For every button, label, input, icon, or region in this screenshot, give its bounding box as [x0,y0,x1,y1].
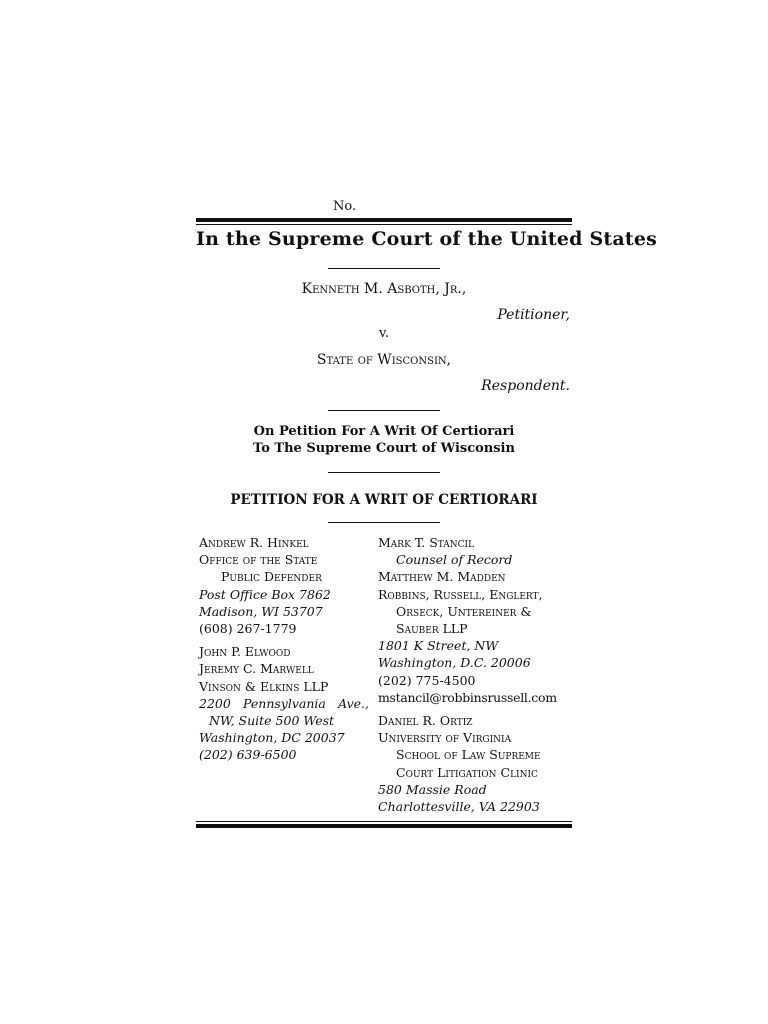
attorney-name: Jeremy C. Marwell [199,661,314,677]
firm-name: Robbins, Russell, Englert, [378,586,543,602]
petitioner-name: Kenneth M. Asboth, Jr., [301,281,467,297]
versus: v. [379,326,389,341]
email-address: mstancil@robbinsrussell.com [378,689,557,705]
divider [328,268,440,269]
docket-number-label: No. [333,199,357,214]
firm-name: Vinson & Elkins LLP [199,678,329,694]
divider [328,410,440,411]
address-line: Washington, DC 20037 [199,730,345,746]
address-line: Washington, D.C. 20006 [378,655,531,671]
divider [328,522,440,523]
address-line: 580 Massie Road [378,781,487,797]
attorney-name: Daniel R. Ortiz [378,713,473,729]
counsel-right-column [378,534,572,815]
address-line: 2200 Pennsylvania Ave., [199,695,369,711]
petition-line-1: On Petition For A Writ Of Certiorari [253,424,515,439]
address-line: NW, Suite 500 West [209,713,335,729]
document-title: PETITION FOR A WRIT OF CERTIORARI [230,492,538,508]
petitioner-role: Petitioner, [497,307,570,323]
petition-line-2: To The Supreme Court of Wisconsin [253,441,515,456]
address-line: Charlottesville, VA 22903 [378,799,540,815]
phone-number: (608) 267-1779 [199,621,297,637]
attorney-name: Matthew M. Madden [378,569,506,585]
office-name: Public Defender [221,569,322,585]
address-line: Madison, WI 53707 [199,603,323,619]
cover-page [196,0,658,1024]
institution-name: University of Virginia [378,730,512,746]
institution-name: Court Litigation Clinic [396,764,538,780]
respondent-role: Respondent. [481,378,570,394]
attorney-name: Mark T. Stancil [378,535,475,550]
phone-number: (202) 639-6500 [199,747,297,763]
divider [328,472,440,473]
attorney-name: John P. Elwood [199,644,291,660]
firm-name: Orseck, Untereiner & [396,603,532,619]
top-double-rule [196,218,572,225]
institution-name: School of Law Supreme [396,747,541,763]
address-line: Post Office Box 7862 [199,586,331,602]
respondent-name: State of Wisconsin, [316,352,452,368]
court-title: In the Supreme Court of the United States [196,228,658,250]
bottom-double-rule [196,821,572,828]
attorney-name: Andrew R. Hinkel [199,535,309,550]
office-name: Office of the State [199,552,318,568]
address-line: 1801 K Street, NW [378,638,499,654]
counsel-left-column [199,534,369,764]
firm-name: Sauber LLP [396,621,468,637]
phone-number: (202) 775-4500 [378,672,476,688]
counsel-of-record-label: Counsel of Record [396,552,513,568]
